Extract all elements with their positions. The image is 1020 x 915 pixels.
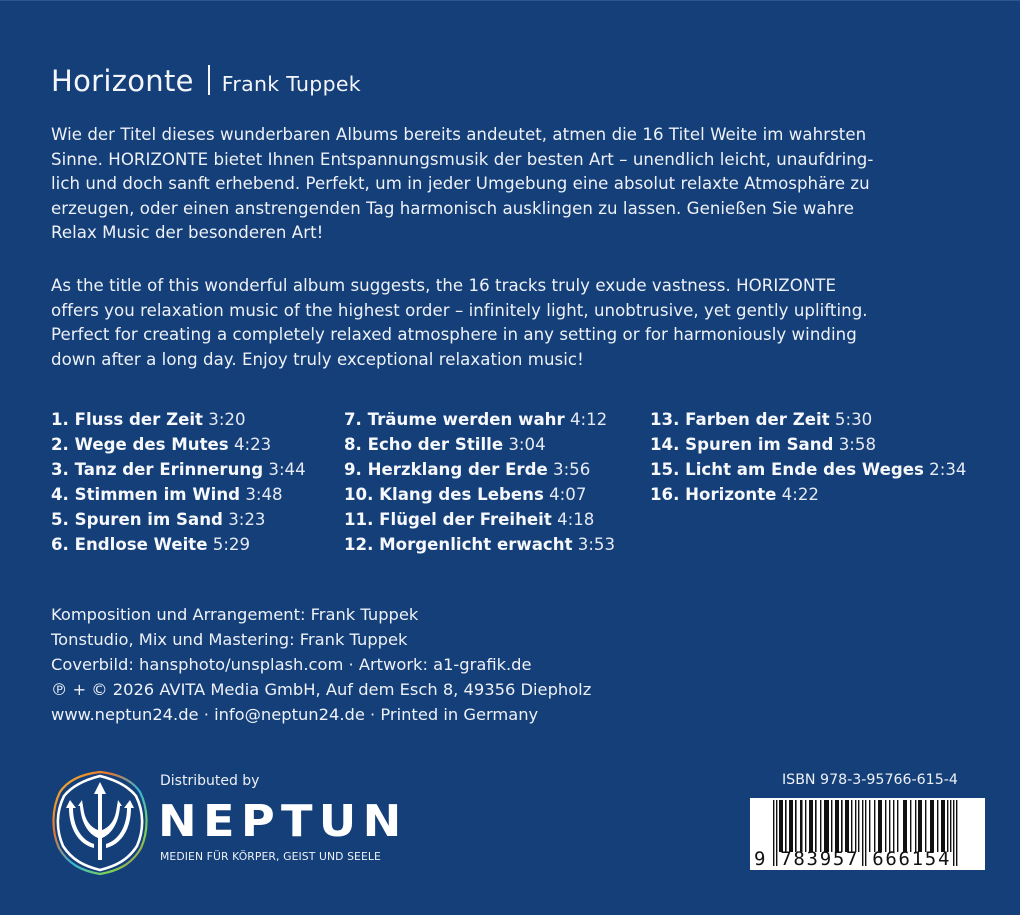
tracklist-column-3 bbox=[650, 407, 966, 507]
description-line: lich und doch sanft erhebend. Perfekt, um in jeder Umgebung eine absolut relaxte Atmosphäre zu bbox=[51, 174, 870, 194]
description-line: Sinne. HORIZONTE bietet Ihnen Entspannungsmusik der besten Art – unendlich leicht, unaufdring- bbox=[51, 149, 874, 169]
track-duration: 3:23 bbox=[228, 510, 266, 529]
track-name: 14. Spuren im Sand bbox=[650, 435, 834, 454]
track-name: 12. Morgenlicht erwacht bbox=[344, 535, 573, 554]
track-row bbox=[344, 432, 615, 457]
track-name: 2. Wege des Mutes bbox=[51, 435, 229, 454]
track-name: 9. Herzklang der Erde bbox=[344, 460, 548, 479]
track-duration: 3:58 bbox=[838, 435, 876, 454]
distributed-by-label: Distributed by bbox=[160, 773, 260, 789]
track-duration: 3:56 bbox=[553, 460, 591, 479]
track-name: 6. Endlose Weite bbox=[51, 535, 208, 554]
track-name: 1. Fluss der Zeit bbox=[51, 410, 203, 429]
credit-studio: Tonstudio, Mix und Mastering: Frank Tuppek bbox=[51, 630, 408, 649]
track-row bbox=[51, 532, 306, 557]
track-row bbox=[344, 507, 615, 532]
credit-contact: www.neptun24.de · info@neptun24.de · Printed in Germany bbox=[51, 705, 539, 724]
track-name: 8. Echo der Stille bbox=[344, 435, 504, 454]
description-line: As the title of this wonderful album suggests, the 16 tracks truly exude vastness. HORIZONTE bbox=[51, 276, 837, 295]
track-row bbox=[51, 482, 306, 507]
track-row bbox=[344, 482, 615, 507]
track-duration: 3:53 bbox=[577, 535, 616, 554]
tracklist-column-2 bbox=[344, 407, 615, 557]
credit-composition: Komposition und Arrangement: Frank Tuppek bbox=[51, 605, 419, 624]
description-german bbox=[51, 123, 991, 246]
track-row bbox=[344, 532, 615, 557]
track-duration: 4:18 bbox=[557, 510, 595, 529]
tracklist-column-1 bbox=[51, 407, 306, 557]
description-line: offers you relaxation music of the highest order – infinitely light, unobtrusive, yet gently uplifting. bbox=[51, 300, 868, 320]
track-row bbox=[51, 432, 306, 457]
track-duration: 3:20 bbox=[208, 410, 246, 429]
isbn-label: ISBN 978-3-95766-615-4 bbox=[782, 772, 958, 788]
track-duration: 3:04 bbox=[508, 435, 546, 454]
album-title: Horizonte bbox=[51, 64, 194, 98]
top-edge-line bbox=[0, 0, 1020, 1]
track-name: 11. Flügel der Freiheit bbox=[344, 510, 552, 529]
description-line: Perfect for creating a completely relaxed atmosphere in any setting or for harmoniously winding bbox=[51, 325, 857, 345]
track-duration: 4:07 bbox=[549, 485, 587, 504]
track-name: 10. Klang des Lebens bbox=[344, 485, 544, 504]
description-line: erzeugen, oder einen anstrengenden Tag harmonisch ausklingen zu lassen. Genießen Sie wahre bbox=[51, 198, 854, 218]
track-duration: 4:23 bbox=[233, 435, 272, 454]
description-line: Wie der Titel dieses wunderbaren Albums bereits andeutet, atmen die 16 Titel Weite im wahrsten bbox=[51, 125, 867, 144]
track-row bbox=[51, 407, 306, 432]
neptun-tagline: MEDIEN FÜR KÖRPER, GEIST UND SEELE bbox=[160, 850, 381, 863]
barcode-digits: 9 783957 666154 bbox=[754, 848, 952, 870]
track-duration: 2:34 bbox=[929, 460, 967, 479]
track-row bbox=[650, 457, 966, 482]
trident-hexagon-icon bbox=[48, 768, 153, 878]
track-row bbox=[344, 457, 615, 482]
description-line: Relax Music der besonderen Art! bbox=[51, 223, 324, 243]
artist-name: Frank Tuppek bbox=[221, 72, 361, 96]
description-english bbox=[51, 274, 991, 372]
credit-copyright: ℗ + © 2026 AVITA Media GmbH, Auf dem Esch 8, 49356 Diepholz bbox=[51, 680, 592, 699]
title-separator bbox=[208, 65, 210, 95]
credit-artwork: Coverbild: hansphoto/unsplash.com · Artwork: a1-grafik.de bbox=[51, 655, 532, 674]
track-row bbox=[51, 457, 306, 482]
track-name: 4. Stimmen im Wind bbox=[51, 485, 241, 504]
track-duration: 5:29 bbox=[212, 535, 251, 554]
description-line: down after a long day. Enjoy truly exceptional relaxation music! bbox=[51, 349, 584, 369]
track-row bbox=[51, 507, 306, 532]
track-name: 16. Horizonte bbox=[650, 485, 777, 504]
track-duration: 4:22 bbox=[781, 485, 819, 504]
track-row bbox=[650, 482, 966, 507]
track-duration: 5:30 bbox=[834, 410, 873, 429]
track-duration: 4:12 bbox=[569, 410, 608, 429]
track-row bbox=[650, 432, 966, 457]
track-row bbox=[344, 407, 615, 432]
barcode bbox=[750, 798, 985, 870]
credits-block bbox=[51, 602, 591, 727]
track-name: 7. Träume werden wahr bbox=[344, 410, 565, 429]
track-name: 13. Farben der Zeit bbox=[650, 410, 830, 429]
track-name: 15. Licht am Ende des Weges bbox=[650, 460, 924, 479]
track-name: 3. Tanz der Erinnerung bbox=[51, 460, 264, 479]
track-name: 5. Spuren im Sand bbox=[51, 510, 223, 529]
track-duration: 3:44 bbox=[268, 460, 306, 479]
neptun-wordmark: NEPTUN bbox=[158, 796, 408, 847]
track-row bbox=[650, 407, 966, 432]
track-duration: 3:48 bbox=[245, 485, 283, 504]
album-header bbox=[51, 64, 361, 98]
